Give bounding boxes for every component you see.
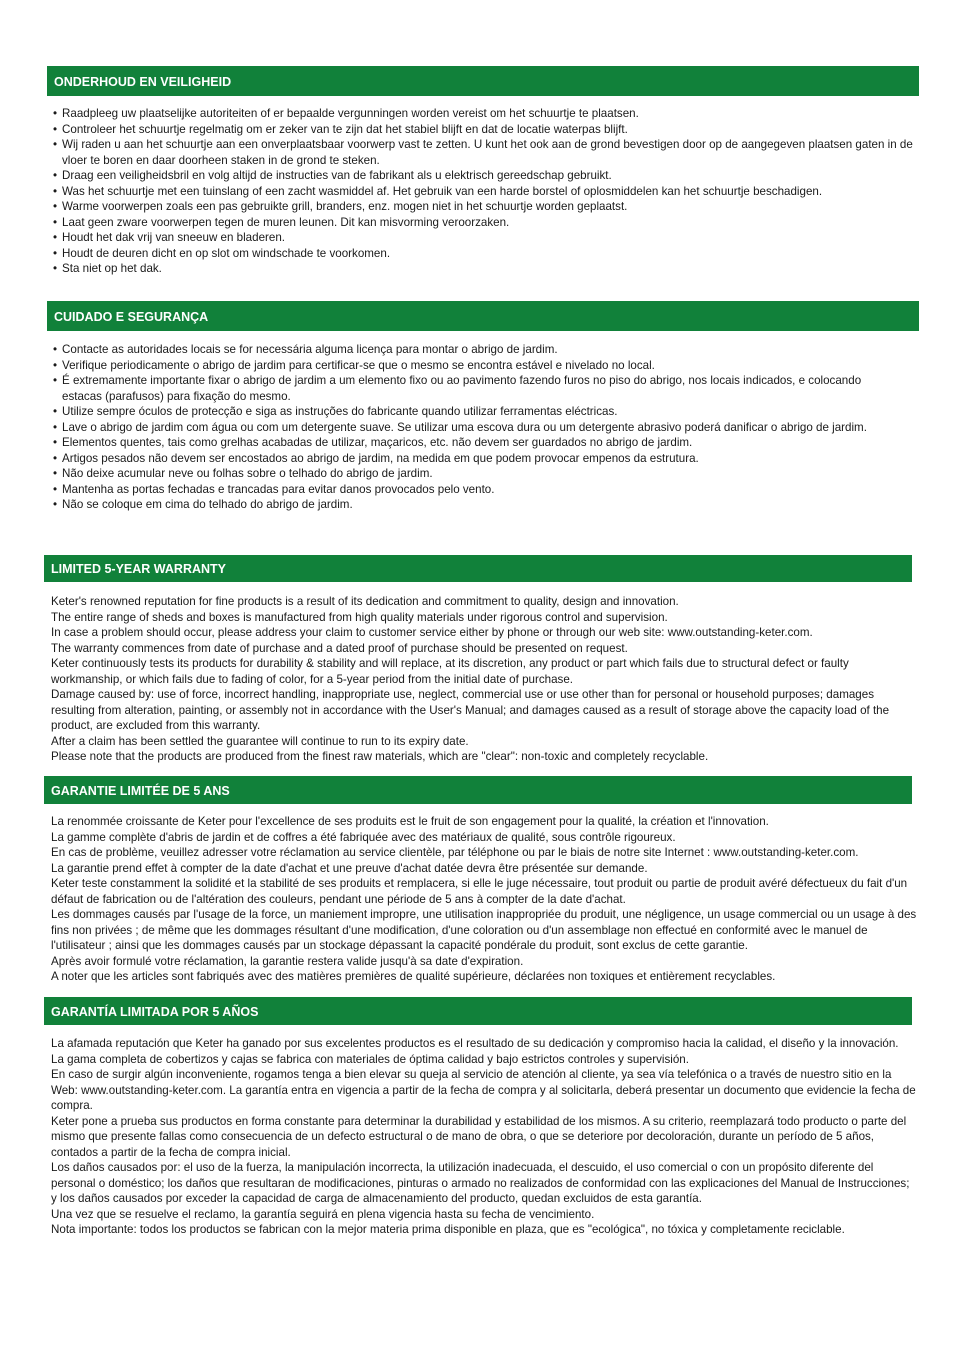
list-item: • Lave o abrigo de jardim com água ou com um detergente suave. Se utilizar uma escova dura ou um detergente abrasivo poderá danificar o abrigo de jardim. (53, 420, 883, 436)
list-item: • Houdt het dak vrij van sneeuw en bladeren. (53, 230, 919, 246)
paragraph: Keter pone a prueba sus productos en forma constante para determinar la durabilidad y estabilidad de los mismos. A su criterio, reemplazará todo producto o parte del mismo que presente fallas como consecuencia de un defecto estructural o de mano de obra, o que se deteriore por decoloración, durante un período de 5 años, contados a partir de la fecha de compra inicial. (51, 1114, 907, 1159)
paragraph: Nota importante: todos los productos se fabrican con la mejor materia prima disponible en plaza, que es "ecológica", no tóxica y completamente reciclable. (51, 1223, 845, 1236)
section-header-cuidado (47, 301, 919, 331)
paragraph: Les dommages causés par l'usage de la force, un maniement impropre, une utilisation inappropriée du produit, une négligence, un usage commercial ou un usage à des fins non privées ; de même que les dommages résultant d'une modification, d'une coloration ou d'un assemblage non effectué en conformité avec le manuel de l'utilisateur ; ainsi que les dommages causés par un stockage dépassant la capacité pondérale du produit, sont exclus de cette garantie. (51, 908, 917, 952)
paragraph: The entire range of sheds and boxes is manufactured from high quality materials under rigorous control and supervision. (51, 610, 668, 624)
paragraph: Keter's renowned reputation for fine products is a result of its dedication and commitment to quality, design and innovation. (51, 595, 679, 608)
list-item: • Warme voorwerpen zoals een pas gebruikte grill, branders, enz. mogen niet in het schuurtje worden geplaatst. (53, 199, 919, 215)
section-header-warranty-es (44, 997, 912, 1025)
paragraph: Après avoir formulé votre réclamation, la garantie restera valide jusqu'à sa date d'expiration. (51, 954, 524, 968)
section-header-warranty-fr (44, 776, 912, 804)
warranty-text-fr (51, 814, 919, 985)
list-item: • Wij raden u aan het schuurtje aan een onverplaatsbaar voorwerp vast te zetten. U kunt het ook aan de grond bevestigen door op de aangegeven plaatsen gaten in de vloer te boren en daar doorheen staken in de grond te steken. (53, 137, 919, 168)
paragraph: The warranty commences from date of purchase and a dated proof of purchase should be presented on request. (51, 641, 628, 655)
section-header-warranty-en (44, 555, 912, 582)
paragraph: La gamme complète d'abris de jardin et de coffres a été fabriquée avec des matériaux de qualité, sous contrôle rigoureux. (51, 830, 676, 844)
list-item: • Não deixe acumular neve ou folhas sobre o telhado do abrigo de jardim. (53, 466, 883, 482)
list-item: • Was het schuurtje met een tuinslang of een zacht wasmiddel af. Het gebruik van een harde borstel of oplosmiddelen kan het schuurtje beschadigen. (53, 184, 919, 200)
paragraph: Keter teste constamment la solidité et la stabilité de ses produits et remplacera, si elle le juge nécessaire, tout produit ou partie de produit avéré défectueux du fait d'un défaut de fabrication ou de l'altération des couleurs, pendant une période de 5 ans à compter de la date d'achat. (51, 877, 908, 906)
paragraph: After a claim has been settled the guarantee will continue to run to its expiry date. (51, 734, 469, 748)
bullet-list-nl (53, 106, 919, 277)
bullet-list-pt (53, 342, 883, 513)
list-item: • Utilize sempre óculos de protecção e siga as instruções do fabricante quando utilizar ferramentas eléctricas. (53, 404, 883, 420)
paragraph: Please note that the products are produced from the finest raw materials, which are "clear": non-toxic and completely recyclable. (51, 750, 709, 763)
paragraph: A noter que les articles sont fabriqués avec des matières premières de qualité supérieure, déclarées non toxiques et entièrement recyclables. (51, 970, 776, 983)
list-item: • Mantenha as portas fechadas e trancadas para evitar danos provocados pelo vento. (53, 482, 883, 498)
list-item: • Raadpleeg uw plaatselijke autoriteiten of er bepaalde vergunningen worden vereist om het schuurtje te plaatsen. (53, 106, 919, 122)
paragraph: La gama completa de cobertizos y cajas se fabrica con materiales de óptima calidad y bajo estrictos controles y supervisión. (51, 1052, 689, 1066)
paragraph: In case a problem should occur, please address your claim to customer service either by phone or through our web site: www.outstanding-keter.com. (51, 626, 813, 639)
paragraph: Keter continuously tests its products for durability & stability and will replace, at its discretion, any product or part which fails due to structural defect or faulty workmanship, or which fails due to fading of color, for a 5-year period from the initial date of purchase. (51, 657, 849, 686)
paragraph: Damage caused by: use of force, incorrect handling, inappropriate use, neglect, commercial use or use other than for personal or household purposes; damages resulting from alteration, painting, or assembly not in accordance with the User's Manual; and damages caused as a result of storage above the capacity load of the product, are excluded from this warranty. (51, 688, 890, 732)
list-item: • Elementos quentes, tais como grelhas acabadas de utilizar, maçaricos, etc. não devem ser guardados no abrigo de jardim. (53, 435, 883, 451)
list-item: • Draag een veiligheidsbril en volg altijd de instructies van de fabrikant als u elektrisch gereedschap gebruikt. (53, 168, 919, 184)
list-item: • Controleer het schuurtje regelmatig om er zeker van te zijn dat het stabiel blijft en dat de locatie waterpas blijft. (53, 122, 919, 138)
warranty-text-es (51, 1036, 917, 1238)
section-title: ONDERHOUD EN VEILIGHEID (54, 75, 232, 89)
warranty-text-en (51, 594, 917, 765)
list-item: • Contacte as autoridades locais se for necessária alguma licença para montar o abrigo de jardim. (53, 342, 883, 358)
list-item: • Artigos pesados não devem ser encostados ao abrigo de jardim, na medida em que podem provocar empenos da estrutura. (53, 451, 883, 467)
paragraph: La renommée croissante de Keter pour l'excellence de ses produits est le fruit de son engagement pour la qualité, la création et l'innovation. (51, 815, 769, 828)
paragraph: La afamada reputación que Keter ha ganado por sus excelentes productos es el resultado de su dedicación y compromiso hacia la calidad, el diseño y la innovación. (51, 1037, 899, 1050)
section-title: GARANTÍA LIMITADA POR 5 AÑOS (51, 1005, 259, 1019)
list-item: • Houdt de deuren dicht en op slot om windschade te voorkomen. (53, 246, 919, 262)
paragraph: Los daños causados por: el uso de la fuerza, la manipulación incorrecta, la utilización inadecuada, el descuido, el uso comercial o con un propósito diferente del personal o doméstico; los daños que resultaran de modificaciones, pinturas o armado no realizados de conformidad con las explicaciones del Manual de Instrucciones; y los daños causados por exceder la capacidad de carga de almacenamiento del producto, quedan excluidos de esta garantía. (51, 1161, 910, 1205)
section-header-onderhoud (47, 66, 919, 96)
list-item: • Laat geen zware voorwerpen tegen de muren leunen. Dit kan misvorming veroorzaken. (53, 215, 919, 231)
paragraph: En caso de surgir algún inconveniente, rogamos tenga a bien elevar su queja al servicio de atención al cliente, ya sea vía telefónica o a través de nuestro sitio en la Web: www.outstanding-keter.com. La garantía entra en vigencia a partir de la fecha de compra y al solicitarla, deberá presentar un documento que evidencie la fecha de compra. (51, 1068, 916, 1112)
list-item: • Verifique periodicamente o abrigo de jardim para certificar-se que o mesmo se encontra estável e nivelado no local. (53, 358, 883, 374)
list-item: • Não se coloque em cima do telhado do abrigo de jardim. (53, 497, 883, 513)
list-item: • Sta niet op het dak. (53, 261, 919, 277)
section-title: CUIDADO E SEGURANÇA (54, 310, 209, 324)
list-item: • É extremamente importante fixar o abrigo de jardim a um elemento fixo ou ao pavimento fazendo furos no piso do abrigo, nos locais indicados, e colocando estacas (parafusos) para fixação do mesmo. (53, 373, 883, 404)
paragraph: Una vez que se resuelve el reclamo, la garantía seguirá en plena vigencia hasta su fecha de vencimiento. (51, 1207, 595, 1221)
paragraph: En cas de problème, veuillez adresser votre réclamation au service clientèle, par téléphone ou par le biais de notre site Internet : www.outstanding-keter.com. (51, 846, 859, 859)
paragraph: La garantie prend effet à compter de la date d'achat et une preuve d'achat datée devra être présentée sur demande. (51, 861, 648, 875)
section-title: GARANTIE LIMITÉE DE 5 ANS (51, 784, 230, 798)
section-title: LIMITED 5-YEAR WARRANTY (51, 562, 226, 576)
